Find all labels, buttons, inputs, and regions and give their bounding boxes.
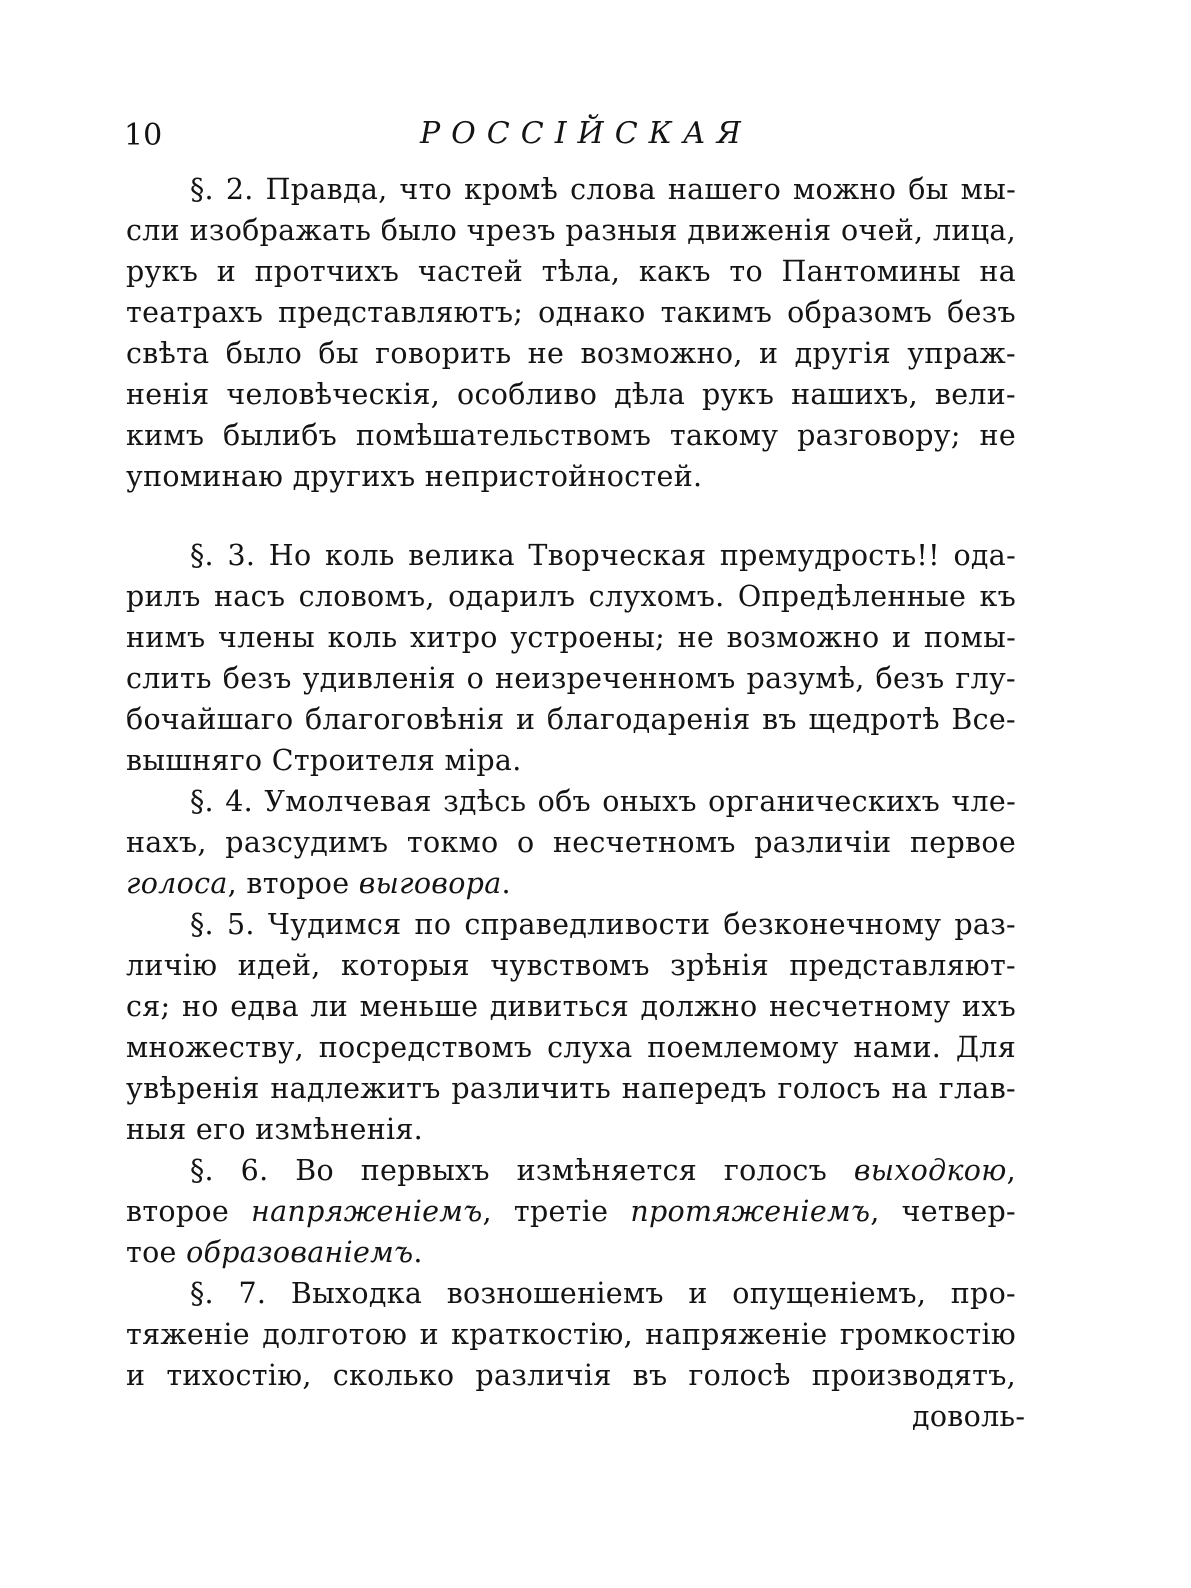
running-head: РОССІЙСКАЯ <box>420 116 752 151</box>
text-line: личію идей, которыя чувствомъ зрѣнія представляют- <box>126 949 1016 982</box>
text-line: вышняго Строителя міра. <box>126 744 522 777</box>
text-line: сли изображать было чрезъ разныя движенія очей, лица, <box>126 214 1016 247</box>
text-line: §. 2. Правда, что кромѣ слова нашего можно бы мы- <box>190 173 1016 206</box>
text-line: §. 5. Чудимся по справедливости безконечному раз- <box>190 908 1016 941</box>
text-line: тое образованіемъ. <box>126 1236 423 1269</box>
page-number: 10 <box>124 118 163 153</box>
text-line: тяженіе долготою и краткостію, напряженіе громкостію <box>126 1318 1016 1351</box>
text-line: §. 4. Умолчевая здѣсь объ оныхъ органическихъ чле- <box>190 785 1016 818</box>
text-line: слить безъ удивленія о неизреченномъ разумѣ, безъ глу- <box>126 662 1016 695</box>
catchword: доволь- <box>912 1400 1026 1433</box>
text-line: ныя его измѣненія. <box>126 1113 424 1146</box>
text-line: рукъ и протчихъ частей тѣла, какъ то Пантомины на <box>126 255 1016 288</box>
text-line: голоса, второе выговора. <box>126 867 511 900</box>
text-line: и тихостію, сколько различія въ голосѣ производятъ, <box>126 1359 1016 1392</box>
text-line: §. 3. Но коль велика Творческая премудрость!! ода- <box>190 539 1016 572</box>
text-line: §. 6. Во первыхъ измѣняется голосъ выходкою, <box>190 1154 1016 1187</box>
text-line: театрахъ представляютъ; однако такимъ образомъ безъ <box>126 296 1016 329</box>
text-line: увѣренія надлежитъ различить напередъ голосъ на глав- <box>126 1072 1016 1105</box>
text-line: кимъ былибъ помѣшательствомъ такому разговору; не <box>126 419 1016 452</box>
text-line: бочайшаго благоговѣнія и благодаренія въ щедротѣ Все- <box>126 703 1016 736</box>
text-line: нимъ члены коль хитро устроены; не возможно и помы- <box>126 621 1016 654</box>
text-line: нахъ, разсудимъ токмо о несчетномъ различіи первое <box>126 826 1016 859</box>
text-line: рилъ насъ словомъ, одарилъ слухомъ. Опредѣленные къ <box>126 580 1016 613</box>
text-line: §. 7. Выходка возношеніемъ и опущеніемъ, про- <box>190 1277 1016 1310</box>
text-line: ся; но едва ли меньше дивиться должно несчетному ихъ <box>126 990 1016 1023</box>
text-line: ненія человѣческія, особливо дѣла рукъ нашихъ, вели- <box>126 378 1016 411</box>
text-line: второе напряженіемъ, третіе протяженіемъ, четвер- <box>126 1195 1016 1228</box>
text-line: свѣта было бы говорить не возможно, и другія упраж- <box>126 337 1016 370</box>
text-line: упоминаю другихъ непристойностей. <box>126 460 703 493</box>
text-line: множеству, посредствомъ слуха поемлемому нами. Для <box>126 1031 1016 1064</box>
